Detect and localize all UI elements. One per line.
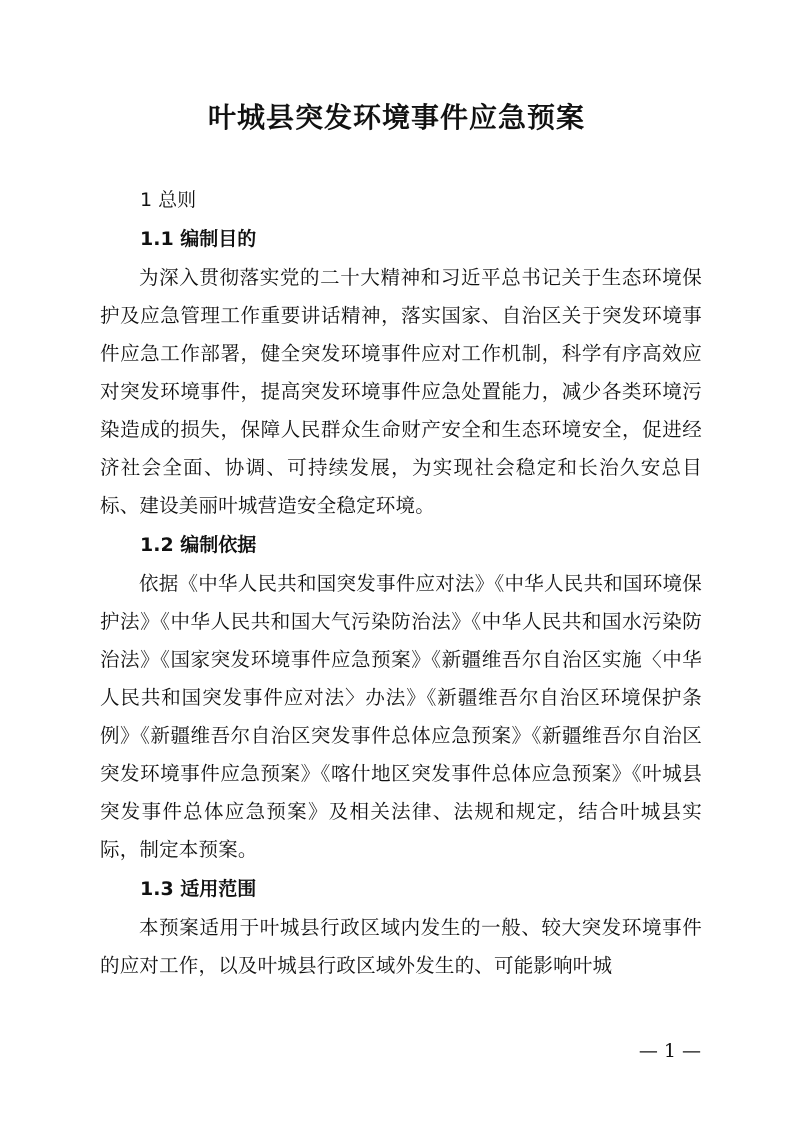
- chapter-heading: 1 总则: [140, 189, 197, 211]
- document-title: 叶城县突发环境事件应急预案: [207, 101, 585, 134]
- section-paragraph-1-2: 依据《中华人民共和国突发事件应对法》《中华人民共和国环境保护法》《中华人民共和国大气污染防治法》《中华人民共和国水污染防治法》《国家突发环境事件应急预案》《新疆维吾尔自治区实施〈中华人民共和国突发事件应对法〉办法》《新疆维吾尔自治区环境保护条例》《新疆维吾尔自治区突发事件总体应急预案》《新疆维吾尔自治区突发环境事件应急预案》《喀什地区突发事件总体应急预案》《叶城县突发事件总体应急预案》及相关法律、法规和规定，结合叶城县实际，制定本预案。: [100, 572, 702, 861]
- document-body: [100, 181, 702, 985]
- section-heading-1-3: 1.3 适用范围: [140, 878, 257, 900]
- page-number: — 1 —: [638, 1040, 701, 1062]
- section-paragraph-1-1: 为深入贯彻落实党的二十大精神和习近平总书记关于生态环境保护及应急管理工作重要讲话精神，落实国家、自治区关于突发环境事件应急工作部署，健全突发环境事件应对工作机制，科学有序高效应对突发环境事件，提高突发环境事件应急处置能力，减少各类环境污染造成的损失，保障人民群众生命财产安全和生态环境安全，促进经济社会全面、协调、可持续发展，为实现社会稳定和长治久安总目标、建设美丽叶城营造安全稳定环境。: [100, 266, 702, 517]
- section-heading-1-1: 1.1 编制目的: [140, 228, 257, 250]
- section-heading-1-2: 1.2 编制依据: [140, 534, 257, 556]
- section-paragraph-1-3: 本预案适用于叶城县行政区域内发生的一般、较大突发环境事件的应对工作，以及叶城县行政区域外发生的、可能影响叶城: [100, 916, 702, 977]
